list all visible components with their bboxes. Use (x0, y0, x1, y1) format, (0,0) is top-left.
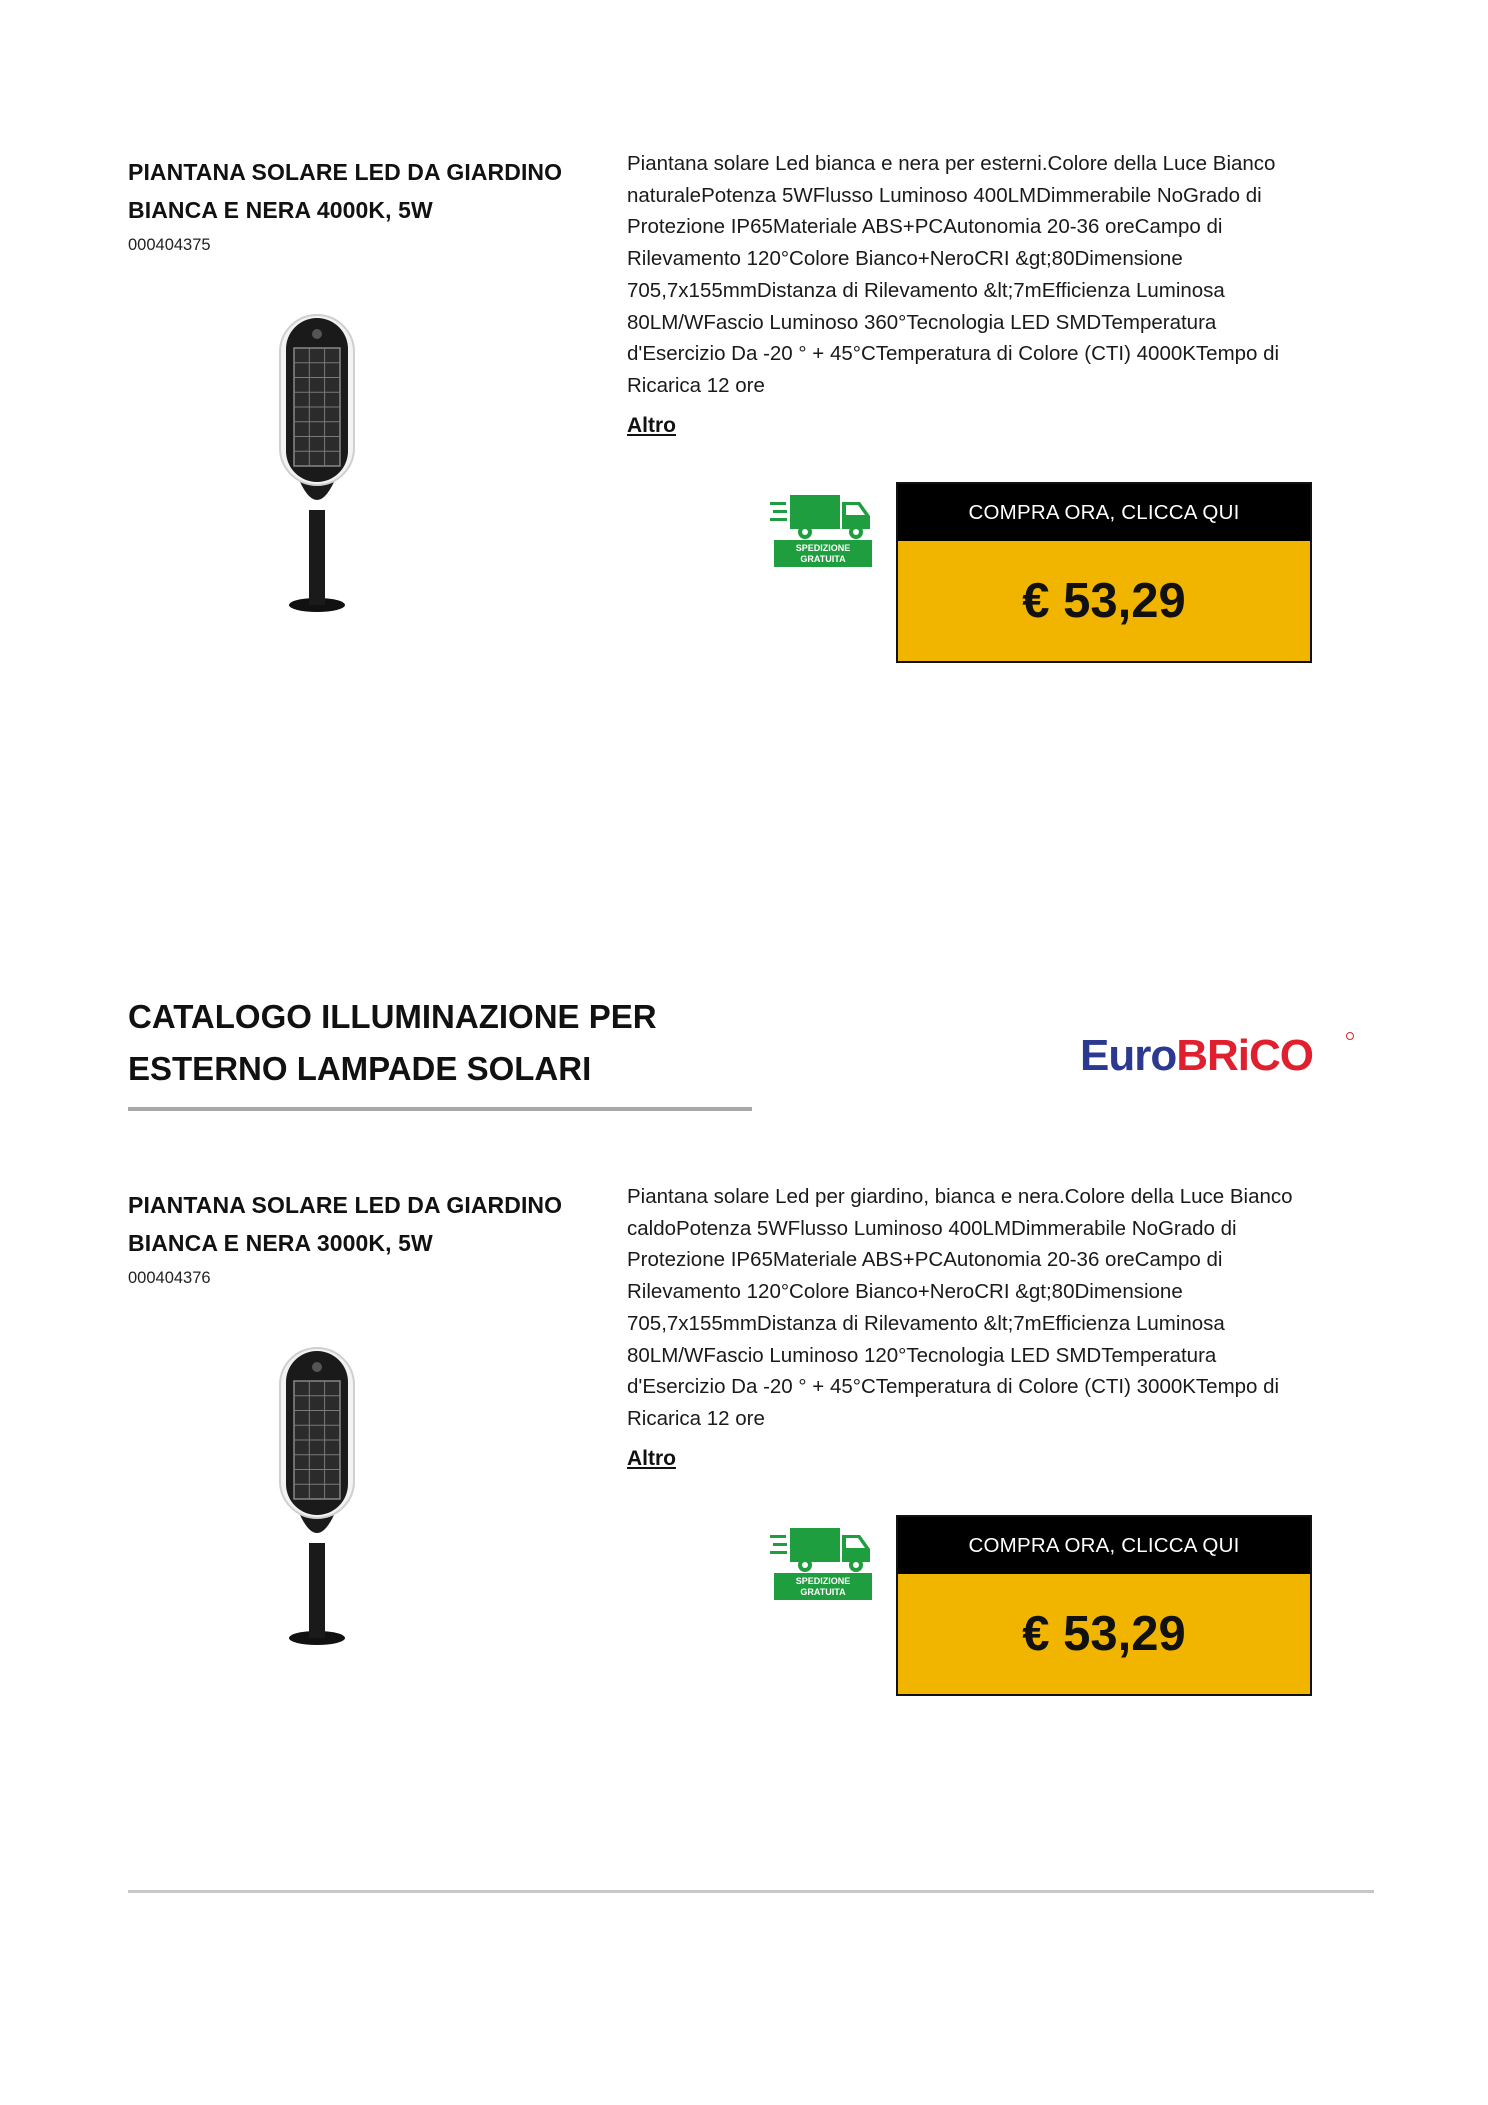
free-shipping-truck-icon (770, 490, 875, 568)
eurobrico-logo (1080, 1030, 1355, 1078)
product-price: € 53,29 (1022, 574, 1186, 628)
more-link[interactable]: Altro (627, 414, 676, 437)
product-description: Piantana solare Led bianca e nera per esterni.Colore della Luce Bianco naturalePotenza 5WFlusso Luminoso 400LMDimmerabile NoGrado di Protezione IP65Materiale ABS+PCAutonomia 20-36 oreCampo di Rilevamento 120°Colore Bianco+NeroCRI &gt;80Dimensione 705,7x155mmDistanza di Rilevamento &lt;7mEfficienza Luminosa 80LM/WFascio Luminoso 360°Tecnologia LED SMDTemperatura d'Esercizio Da -20 ° + 45°CTemperatura di Colore (CTI) 4000KTempo di Ricarica 12 ore (627, 152, 1280, 397)
product-code: 000404376 (128, 1269, 211, 1287)
product-card (0, 145, 1488, 705)
buy-now-button[interactable]: COMPRA ORA, CLICCA QUI (898, 484, 1310, 541)
title-divider (128, 1107, 752, 1111)
svg-text:SPEDIZIONE: SPEDIZIONE (795, 1576, 851, 1586)
product-image (262, 1343, 372, 1653)
product-description: Piantana solare Led per giardino, bianca e nera.Colore della Luce Bianco caldoPotenza 5WFlusso Luminoso 400LMDimmerabile NoGrado di Protezione IP65Materiale ABS+PCAutonomia 20-36 oreCampo di Rilevamento 120°Colore Bianco+NeroCRI &gt;80Dimensione 705,7x155mmDistanza di Rilevamento &lt;7mEfficienza Luminosa 80LM/WFascio Luminoso 120°Tecnologia LED SMDTemperatura d'Esercizio Da -20 ° + 45°CTemperatura di Colore (CTI) 3000KTempo di Ricarica 12 ore (627, 1185, 1293, 1430)
product-title: PIANTANA SOLARE LED DA GIARDINO BIANCA E NERA 3000K, 5W (128, 1192, 563, 1256)
svg-text:SPEDIZIONE: SPEDIZIONE (795, 543, 851, 553)
product-price: € 53,29 (1022, 1607, 1186, 1661)
catalog-title: CATALOGO ILLUMINAZIONE PER ESTERNO LAMPADE SOLARI (128, 998, 657, 1087)
svg-text:GRATUITA: GRATUITA (800, 1587, 846, 1597)
product-card (0, 1178, 1488, 1738)
svg-text:EuroBRiCO: EuroBRiCO (1080, 1031, 1314, 1078)
more-link[interactable]: Altro (627, 1447, 676, 1470)
product-image (262, 310, 372, 620)
buy-box[interactable] (896, 482, 1312, 663)
buy-box[interactable] (896, 1515, 1312, 1696)
svg-text:GRATUITA: GRATUITA (800, 554, 846, 564)
footer-divider (128, 1890, 1374, 1893)
product-code: 000404375 (128, 236, 211, 254)
product-title: PIANTANA SOLARE LED DA GIARDINO BIANCA E NERA 4000K, 5W (128, 159, 563, 223)
free-shipping-truck-icon (770, 1523, 875, 1601)
buy-now-button[interactable]: COMPRA ORA, CLICCA QUI (898, 1517, 1310, 1574)
